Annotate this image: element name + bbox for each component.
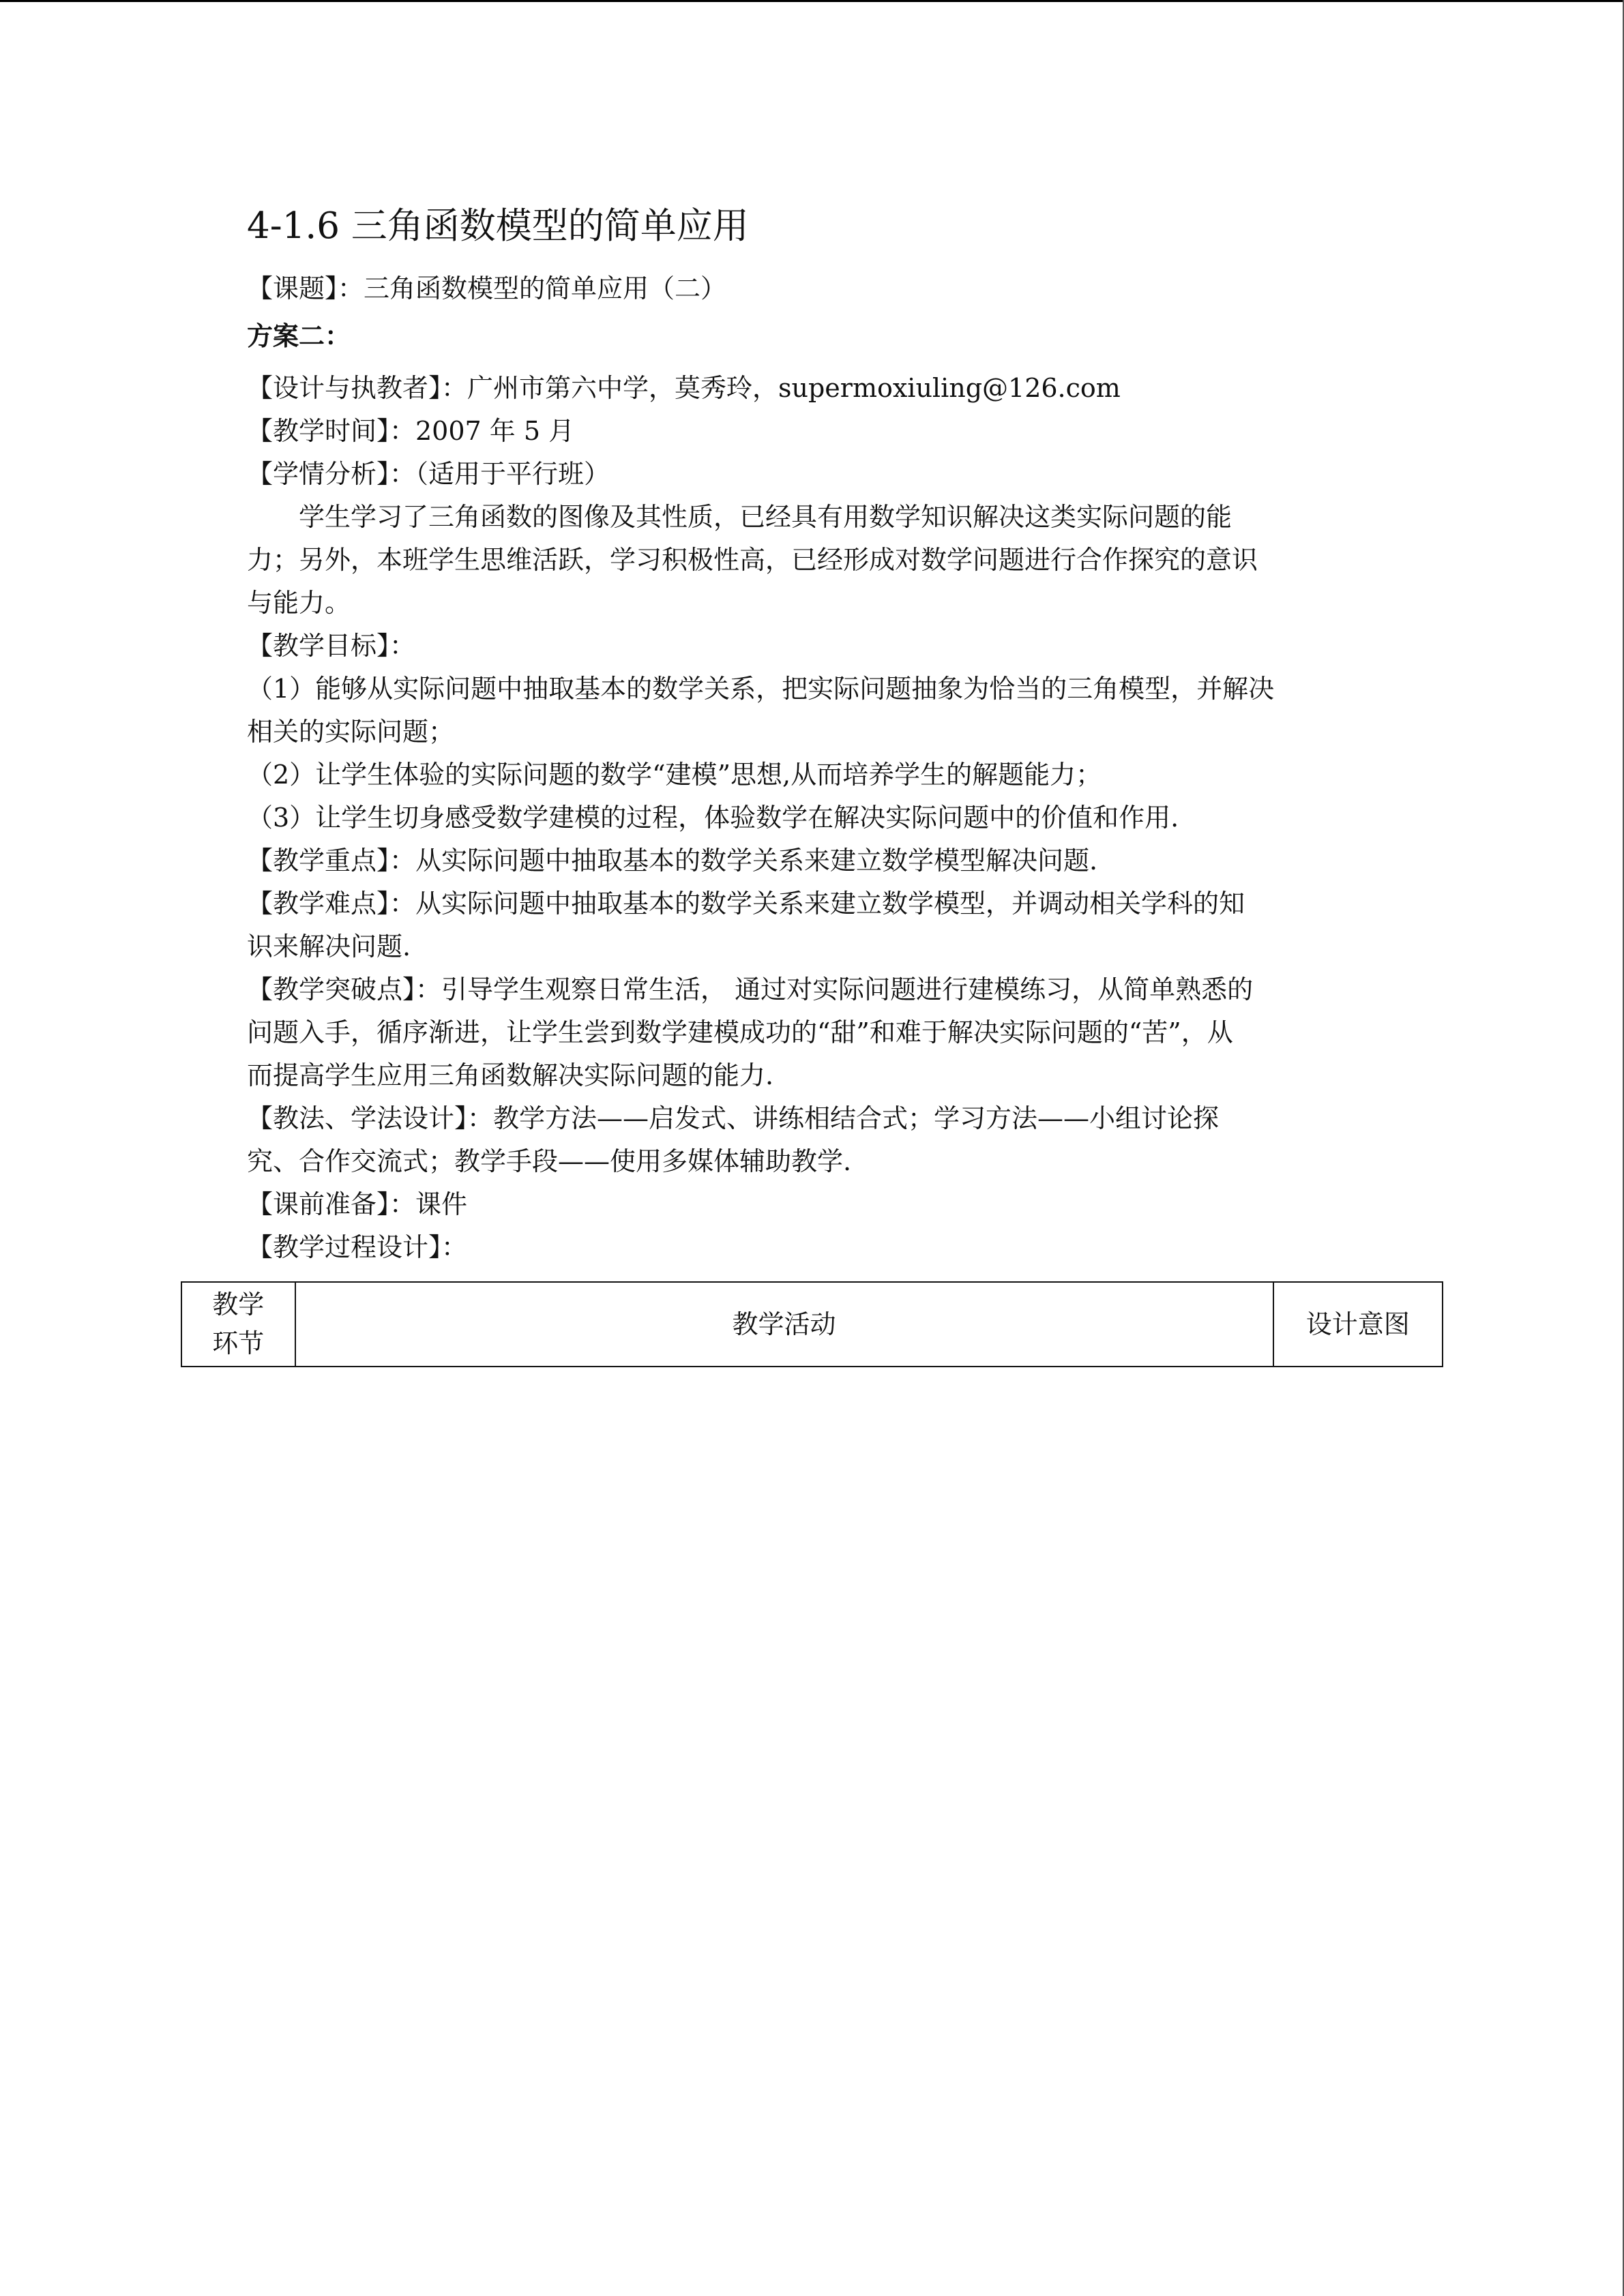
designer-line: 【设计与执教者】：广州市第六中学，莫秀玲，supermoxiuling@126.com [247, 372, 1121, 403]
table-header-section-line-2: 环节 [212, 1328, 265, 1358]
focus-line: 【教学重点】：从实际问题中抽取基本的数学关系来建立数学模型解决问题. [247, 845, 1098, 876]
goal-1-line-2: 相关的实际问题； [247, 716, 455, 747]
table-header-row [181, 1282, 1443, 1367]
goal-1-line-1: （1）能够从实际问题中抽取基本的数学关系，把实际问题抽象为恰当的三角模型，并解决 [247, 673, 1275, 704]
time-line: 【教学时间】：2007 年 5 月 [247, 415, 575, 446]
breakthrough-line-1: 【教学突破点】：引导学生观察日常生活， 通过对实际问题进行建模练习，从简单熟悉的 [247, 974, 1254, 1004]
analysis-body-line-2: 力；另外，本班学生思维活跃，学习积极性高，已经形成对数学问题进行合作探究的意识 [247, 544, 1258, 575]
analysis-body-line-3: 与能力。 [247, 587, 351, 618]
table-header-intent: 设计意图 [1273, 1282, 1443, 1367]
top-border-line [0, 0, 1624, 2]
process-table [181, 1281, 1443, 1367]
prep-line: 【课前准备】：课件 [247, 1189, 468, 1219]
difficulty-line-1: 【教学难点】：从实际问题中抽取基本的数学关系来建立数学模型，并调动相关学科的知 [247, 888, 1245, 919]
table-header-section [181, 1282, 295, 1367]
goals-label: 【教学目标】： [247, 630, 416, 661]
method-line-2: 究、合作交流式；教学手段——使用多媒体辅助教学. [247, 1146, 852, 1176]
difficulty-line-2: 识来解决问题. [247, 931, 411, 961]
document-title: 4-1.6 三角函数模型的简单应用 [247, 205, 749, 247]
document-body [247, 205, 1393, 1269]
goal-2: （2）让学生体验的实际问题的数学“建模”思想,从而培养学生的解题能力； [247, 759, 1102, 790]
method-line-1: 【教法、学法设计】：教学方法——启发式、讲练相结合式；学习方法——小组讨论探 [247, 1103, 1220, 1133]
analysis-label: 【学情分析】：（适用于平行班） [247, 458, 610, 489]
table-header-activity: 教学活动 [295, 1282, 1273, 1367]
topic-line: 【课题】：三角函数模型的简单应用（二） [247, 273, 727, 303]
analysis-body-line-1: 学生学习了三角函数的图像及其性质，已经具有用数学知识解决这类实际问题的能 [299, 501, 1232, 532]
table-header-section-line-1: 教学 [212, 1289, 265, 1320]
breakthrough-line-3: 而提高学生应用三角函数解决实际问题的能力. [247, 1060, 774, 1090]
process-label: 【教学过程设计】： [247, 1232, 468, 1262]
breakthrough-line-2: 问题入手，循序渐进，让学生尝到数学建模成功的“甜”和难于解决实际问题的“苦”，从 [247, 1017, 1233, 1047]
goal-3: （3）让学生切身感受数学建模的过程，体验数学在解决实际问题中的价值和作用. [247, 802, 1179, 833]
plan-heading: 方案二： [247, 320, 351, 351]
